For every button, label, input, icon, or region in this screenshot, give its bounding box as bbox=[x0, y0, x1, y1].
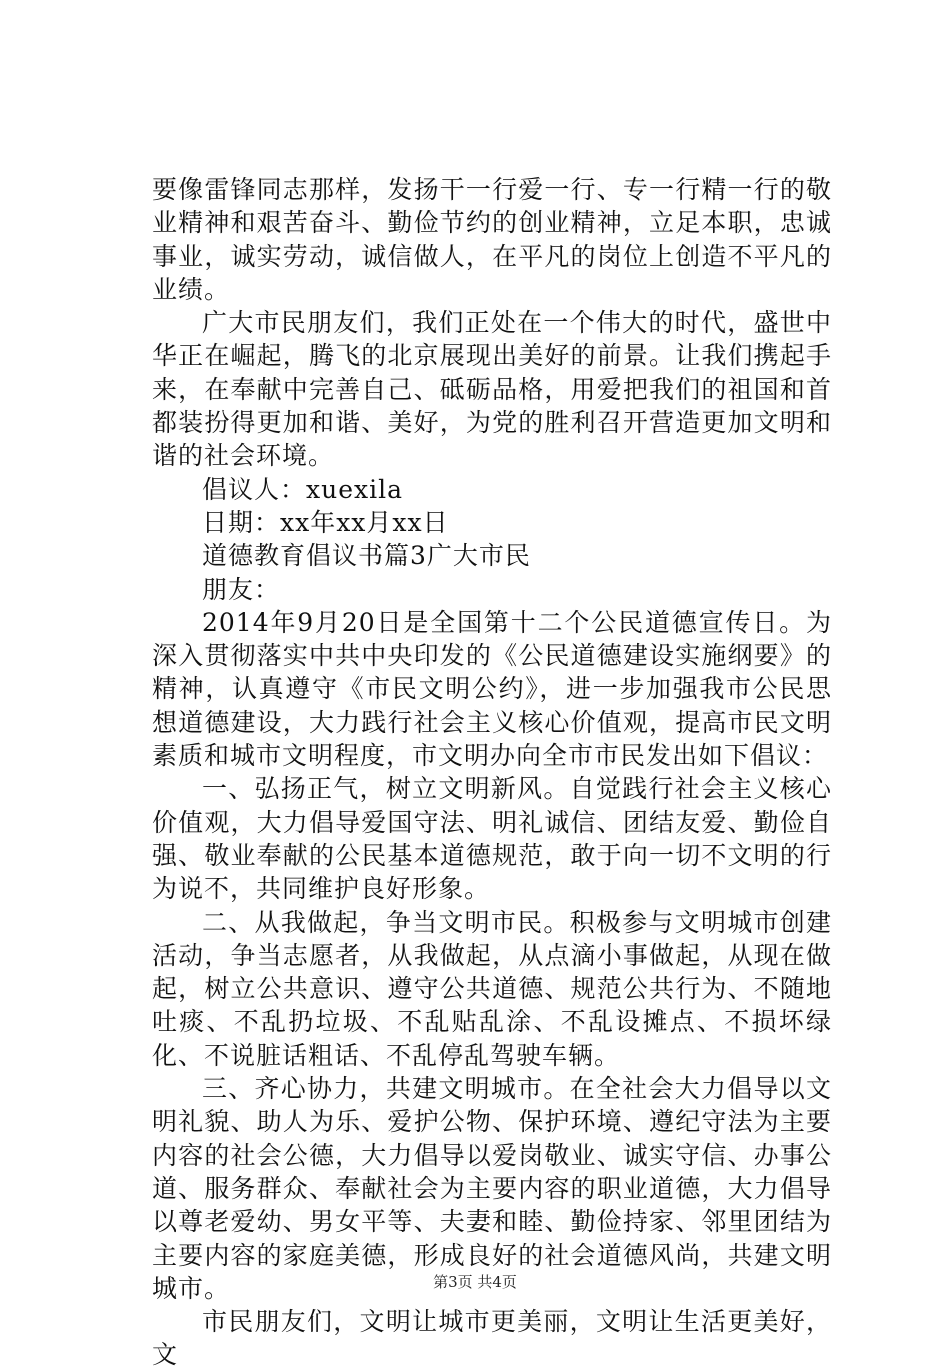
paragraph-closing: 市民朋友们，文明让城市更美丽，文明让生活更美好，文 bbox=[152, 1307, 832, 1370]
salutation-line: 朋友： bbox=[202, 574, 281, 604]
paragraph-item-3: 三、齐心协力，共建文明城市。在全社会大力倡导以文明礼貌、助人为乐、爱护公物、保护环境、遵纪守法为主要内容的社会公德，大力倡导以爱岗敬业、诚实守信、办事公道、服务群众、奉献社会为主要内容的职业道德，大力倡导以尊老爱幼、男女平等、夫妻和睦、勤俭持家、邻里团结为主要内容的家庭美德，形成良好的社会道德风尚，共建文明城市。 bbox=[152, 1074, 832, 1303]
paragraph-intro: 2014年9月20日是全国第十二个公民道德宣传日。为深入贯彻落实中共中央印发的《公民道德建设实施纲要》的精神，认真遵守《市民文明公约》，进一步加强我市公民思想道德建设，大力践行社会主义核心价值观，提高市民文明素质和城市文明程度，市文明办向全市市民发出如下倡议： bbox=[152, 607, 832, 771]
paragraph-1: 要像雷锋同志那样，发扬干一行爱一行、专一行精一行的敬业精神和艰苦奋斗、勤俭节约的创业精神，立足本职，忠诚事业，诚实劳动，诚信做人，在平凡的岗位上创造不平凡的业绩。 bbox=[152, 175, 832, 304]
document-body bbox=[152, 173, 832, 1372]
paragraph-2: 广大市民朋友们，我们正处在一个伟大的时代，盛世中华正在崛起，腾飞的北京展现出美好的前景。让我们携起手来，在奉献中完善自己、砥砺品格，用爱把我们的祖国和首都装扮得更加和谐、美好，为党的胜利召开营造更加文明和谐的社会环境。 bbox=[152, 308, 832, 471]
initiator-line: 倡议人：xuexila bbox=[202, 474, 403, 504]
date-line: 日期：xx年xx月xx日 bbox=[202, 507, 449, 537]
paragraph-item-1: 一、弘扬正气，树立文明新风。自觉践行社会主义核心价值观，大力倡导爱国守法、明礼诚信、团结友爱、勤俭自强、敬业奉献的公民基本道德规范，敢于向一切不文明的行为说不，共同维护良好形象。 bbox=[152, 774, 832, 904]
section-title-line: 道德教育倡议书篇3广大市民 bbox=[202, 541, 531, 571]
paragraph-item-2: 二、从我做起，争当文明市民。积极参与文明城市创建活动，争当志愿者，从我做起，从点滴小事做起，从现在做起，树立公共意识、遵守公共道德、规范公共行为、不随地吐痰、不乱扔垃圾、不乱贴乱涂、不乱设摊点、不损坏绿化、不说脏话粗话、不乱停乱驾驶车辆。 bbox=[152, 907, 832, 1070]
page-footer: 第3页 共4页 bbox=[433, 1273, 517, 1291]
